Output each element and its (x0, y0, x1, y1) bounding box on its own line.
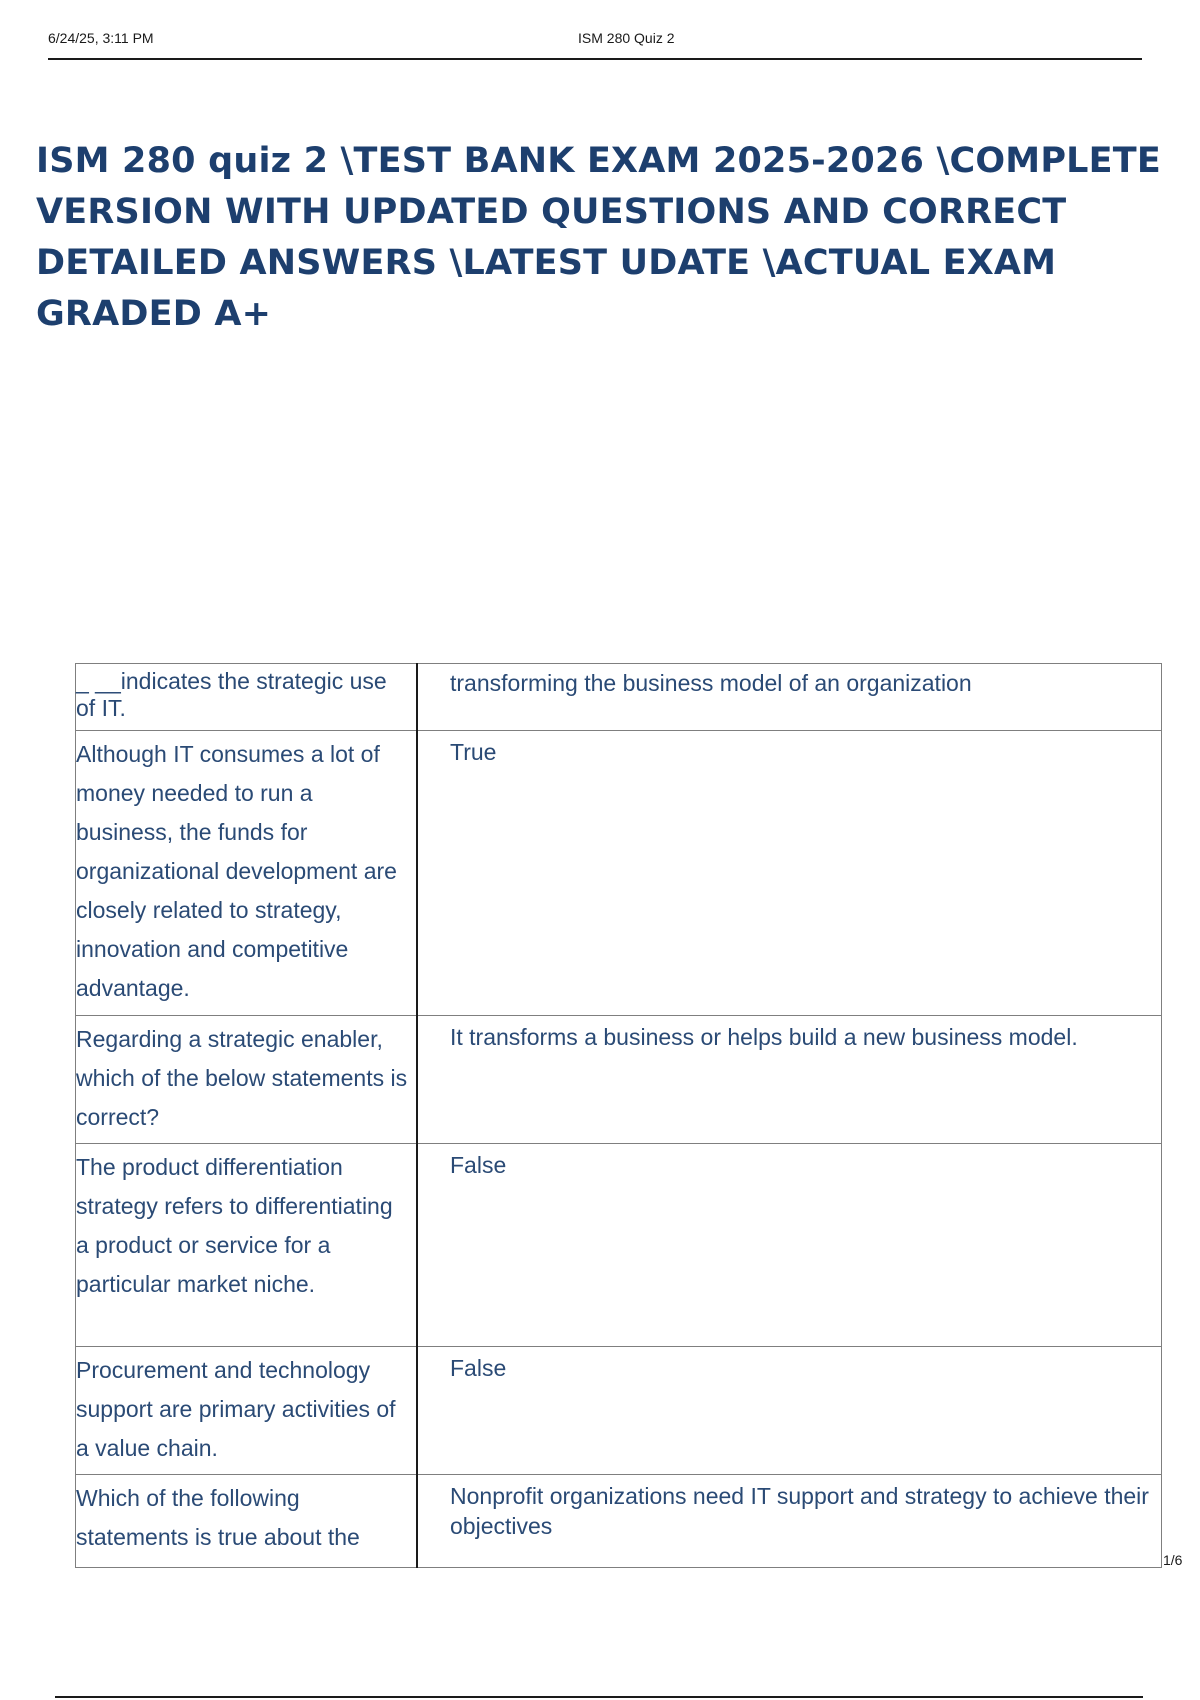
question-cell: Procurement and technology support are primary activities of a value chain. (76, 1347, 418, 1475)
print-page-title: ISM 280 Quiz 2 (578, 30, 675, 46)
footer-divider (55, 1696, 1143, 1698)
answer-cell: transforming the business model of an organization (417, 664, 1162, 731)
qa-table (75, 663, 1162, 1568)
table-row (76, 1347, 1162, 1475)
answer-cell: It transforms a business or helps build a new business model. (417, 1016, 1162, 1144)
answer-cell: False (417, 1144, 1162, 1347)
table-row (76, 1475, 1162, 1568)
answer-cell: True (417, 731, 1162, 1016)
answer-cell: Nonprofit organizations need IT support and strategy to achieve their objectives (417, 1475, 1162, 1568)
question-cell: Which of the following statements is true about the (76, 1475, 418, 1568)
question-cell: Regarding a strategic enabler, which of the below statements is correct? (76, 1016, 418, 1144)
print-timestamp: 6/24/25, 3:11 PM (48, 30, 154, 46)
answer-cell: False (417, 1347, 1162, 1475)
table-row (76, 1016, 1162, 1144)
question-cell: _ __indicates the strategic use of IT. (76, 664, 418, 731)
table-row (76, 664, 1162, 731)
question-cell: The product differentiation strategy refers to differentiating a product or service for a particular market niche. (76, 1144, 418, 1347)
print-header (48, 28, 1142, 60)
document-title: ISM 280 quiz 2 \TEST BANK EXAM 2025-2026 \COMPLETE VERSION WITH UPDATED QUESTIONS AND CORRECT DETAILED ANSWERS \LATEST UDATE \ACTUAL EXAM GRADED A+ (36, 141, 1161, 334)
table-row (76, 1144, 1162, 1347)
table-row (76, 731, 1162, 1016)
page-number: 1/6 (1163, 1552, 1183, 1568)
question-cell: Although IT consumes a lot of money needed to run a business, the funds for organizational development are closely related to strategy, innovation and competitive advantage. (76, 731, 418, 1016)
